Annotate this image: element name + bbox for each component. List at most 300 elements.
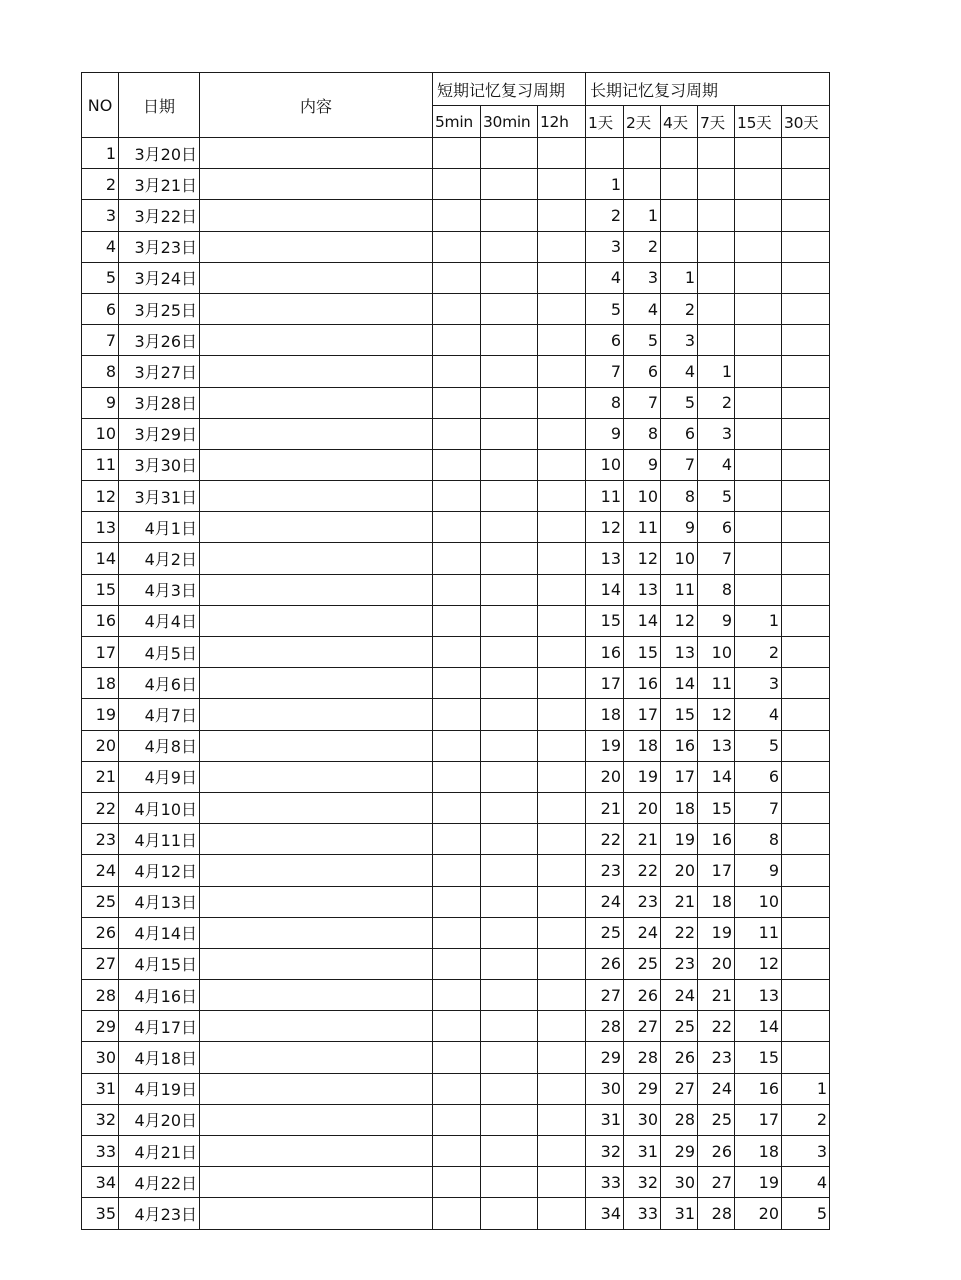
long-review-cell-1-day[interactable]: 1	[586, 169, 624, 200]
short-review-cell-30min[interactable]	[481, 761, 538, 792]
long-review-cell-2-day[interactable]: 19	[624, 761, 661, 792]
content-cell[interactable]	[200, 356, 433, 387]
short-review-cell-12h[interactable]	[538, 449, 586, 480]
long-review-cell-30-day[interactable]	[782, 574, 830, 605]
short-review-cell-5min[interactable]	[433, 169, 481, 200]
long-review-cell-2-day[interactable]: 24	[624, 917, 661, 948]
long-review-cell-4-day[interactable]: 22	[661, 917, 698, 948]
short-review-cell-5min[interactable]	[433, 418, 481, 449]
content-cell[interactable]	[200, 637, 433, 668]
long-review-cell-4-day[interactable]: 18	[661, 792, 698, 823]
long-review-cell-30-day[interactable]	[782, 293, 830, 324]
content-cell[interactable]	[200, 449, 433, 480]
content-cell[interactable]	[200, 418, 433, 449]
short-review-cell-30min[interactable]	[481, 574, 538, 605]
long-review-cell-30-day[interactable]: 5	[782, 1198, 830, 1229]
long-review-cell-1-day[interactable]: 33	[586, 1167, 624, 1198]
long-review-cell-30-day[interactable]	[782, 325, 830, 356]
long-review-cell-30-day[interactable]	[782, 543, 830, 574]
long-review-cell-30-day[interactable]	[782, 980, 830, 1011]
short-review-cell-12h[interactable]	[538, 418, 586, 449]
long-review-cell-30-day[interactable]	[782, 418, 830, 449]
short-review-cell-12h[interactable]	[538, 138, 586, 169]
short-review-cell-5min[interactable]	[433, 138, 481, 169]
long-review-cell-15-day[interactable]	[735, 138, 782, 169]
content-cell[interactable]	[200, 387, 433, 418]
content-cell[interactable]	[200, 1011, 433, 1042]
long-review-cell-4-day[interactable]: 15	[661, 699, 698, 730]
short-review-cell-30min[interactable]	[481, 605, 538, 636]
long-review-cell-15-day[interactable]	[735, 481, 782, 512]
short-review-cell-12h[interactable]	[538, 730, 586, 761]
long-review-cell-4-day[interactable]: 6	[661, 418, 698, 449]
content-cell[interactable]	[200, 824, 433, 855]
long-review-cell-30-day[interactable]: 2	[782, 1104, 830, 1135]
short-review-cell-30min[interactable]	[481, 512, 538, 543]
long-review-cell-15-day[interactable]: 9	[735, 855, 782, 886]
long-review-cell-30-day[interactable]	[782, 605, 830, 636]
long-review-cell-7-day[interactable]: 26	[698, 1136, 735, 1167]
long-review-cell-15-day[interactable]: 20	[735, 1198, 782, 1229]
long-review-cell-15-day[interactable]: 16	[735, 1073, 782, 1104]
short-review-cell-12h[interactable]	[538, 1011, 586, 1042]
long-review-cell-30-day[interactable]	[782, 481, 830, 512]
long-review-cell-2-day[interactable]: 31	[624, 1136, 661, 1167]
long-review-cell-15-day[interactable]: 15	[735, 1042, 782, 1073]
short-review-cell-12h[interactable]	[538, 387, 586, 418]
long-review-cell-4-day[interactable]	[661, 231, 698, 262]
content-cell[interactable]	[200, 917, 433, 948]
long-review-cell-1-day[interactable]: 14	[586, 574, 624, 605]
short-review-cell-12h[interactable]	[538, 668, 586, 699]
short-review-cell-30min[interactable]	[481, 668, 538, 699]
long-review-cell-15-day[interactable]: 4	[735, 699, 782, 730]
short-review-cell-5min[interactable]	[433, 293, 481, 324]
short-review-cell-30min[interactable]	[481, 1042, 538, 1073]
long-review-cell-15-day[interactable]	[735, 293, 782, 324]
long-review-cell-30-day[interactable]	[782, 699, 830, 730]
long-review-cell-2-day[interactable]: 4	[624, 293, 661, 324]
short-review-cell-12h[interactable]	[538, 481, 586, 512]
short-review-cell-30min[interactable]	[481, 231, 538, 262]
long-review-cell-2-day[interactable]: 25	[624, 948, 661, 979]
short-review-cell-12h[interactable]	[538, 855, 586, 886]
short-review-cell-5min[interactable]	[433, 1198, 481, 1229]
short-review-cell-5min[interactable]	[433, 512, 481, 543]
long-review-cell-4-day[interactable]: 2	[661, 293, 698, 324]
long-review-cell-2-day[interactable]: 6	[624, 356, 661, 387]
long-review-cell-15-day[interactable]	[735, 325, 782, 356]
long-review-cell-30-day[interactable]	[782, 948, 830, 979]
short-review-cell-12h[interactable]	[538, 637, 586, 668]
long-review-cell-1-day[interactable]: 13	[586, 543, 624, 574]
long-review-cell-30-day[interactable]	[782, 356, 830, 387]
long-review-cell-7-day[interactable]: 18	[698, 886, 735, 917]
short-review-cell-30min[interactable]	[481, 387, 538, 418]
long-review-cell-2-day[interactable]	[624, 169, 661, 200]
long-review-cell-1-day[interactable]: 12	[586, 512, 624, 543]
long-review-cell-30-day[interactable]	[782, 169, 830, 200]
long-review-cell-7-day[interactable]	[698, 138, 735, 169]
long-review-cell-7-day[interactable]: 8	[698, 574, 735, 605]
long-review-cell-7-day[interactable]: 16	[698, 824, 735, 855]
long-review-cell-30-day[interactable]	[782, 668, 830, 699]
short-review-cell-12h[interactable]	[538, 1042, 586, 1073]
long-review-cell-2-day[interactable]: 1	[624, 200, 661, 231]
content-cell[interactable]	[200, 1042, 433, 1073]
content-cell[interactable]	[200, 1073, 433, 1104]
long-review-cell-7-day[interactable]: 10	[698, 637, 735, 668]
short-review-cell-30min[interactable]	[481, 418, 538, 449]
long-review-cell-7-day[interactable]: 1	[698, 356, 735, 387]
long-review-cell-30-day[interactable]	[782, 1011, 830, 1042]
content-cell[interactable]	[200, 138, 433, 169]
long-review-cell-7-day[interactable]: 24	[698, 1073, 735, 1104]
content-cell[interactable]	[200, 668, 433, 699]
content-cell[interactable]	[200, 262, 433, 293]
long-review-cell-30-day[interactable]	[782, 730, 830, 761]
short-review-cell-30min[interactable]	[481, 262, 538, 293]
short-review-cell-30min[interactable]	[481, 917, 538, 948]
short-review-cell-5min[interactable]	[433, 605, 481, 636]
short-review-cell-12h[interactable]	[538, 605, 586, 636]
long-review-cell-15-day[interactable]: 19	[735, 1167, 782, 1198]
short-review-cell-5min[interactable]	[433, 1042, 481, 1073]
long-review-cell-30-day[interactable]	[782, 886, 830, 917]
long-review-cell-2-day[interactable]: 5	[624, 325, 661, 356]
short-review-cell-30min[interactable]	[481, 356, 538, 387]
short-review-cell-5min[interactable]	[433, 824, 481, 855]
short-review-cell-5min[interactable]	[433, 792, 481, 823]
short-review-cell-30min[interactable]	[481, 730, 538, 761]
long-review-cell-30-day[interactable]	[782, 449, 830, 480]
short-review-cell-12h[interactable]	[538, 761, 586, 792]
short-review-cell-5min[interactable]	[433, 200, 481, 231]
long-review-cell-2-day[interactable]: 15	[624, 637, 661, 668]
content-cell[interactable]	[200, 1136, 433, 1167]
long-review-cell-1-day[interactable]: 24	[586, 886, 624, 917]
short-review-cell-12h[interactable]	[538, 1167, 586, 1198]
long-review-cell-7-day[interactable]	[698, 293, 735, 324]
short-review-cell-5min[interactable]	[433, 387, 481, 418]
long-review-cell-4-day[interactable]: 1	[661, 262, 698, 293]
short-review-cell-12h[interactable]	[538, 231, 586, 262]
long-review-cell-7-day[interactable]	[698, 169, 735, 200]
content-cell[interactable]	[200, 325, 433, 356]
long-review-cell-7-day[interactable]	[698, 200, 735, 231]
short-review-cell-5min[interactable]	[433, 481, 481, 512]
content-cell[interactable]	[200, 699, 433, 730]
content-cell[interactable]	[200, 730, 433, 761]
short-review-cell-5min[interactable]	[433, 730, 481, 761]
short-review-cell-30min[interactable]	[481, 1198, 538, 1229]
short-review-cell-12h[interactable]	[538, 948, 586, 979]
content-cell[interactable]	[200, 169, 433, 200]
short-review-cell-12h[interactable]	[538, 574, 586, 605]
content-cell[interactable]	[200, 1104, 433, 1135]
long-review-cell-7-day[interactable]: 20	[698, 948, 735, 979]
long-review-cell-4-day[interactable]: 21	[661, 886, 698, 917]
short-review-cell-5min[interactable]	[433, 543, 481, 574]
short-review-cell-30min[interactable]	[481, 1073, 538, 1104]
long-review-cell-15-day[interactable]: 3	[735, 668, 782, 699]
long-review-cell-1-day[interactable]: 23	[586, 855, 624, 886]
long-review-cell-7-day[interactable]: 7	[698, 543, 735, 574]
long-review-cell-7-day[interactable]: 19	[698, 917, 735, 948]
long-review-cell-4-day[interactable]: 23	[661, 948, 698, 979]
content-cell[interactable]	[200, 512, 433, 543]
long-review-cell-2-day[interactable]: 13	[624, 574, 661, 605]
long-review-cell-7-day[interactable]: 17	[698, 855, 735, 886]
long-review-cell-4-day[interactable]: 3	[661, 325, 698, 356]
long-review-cell-30-day[interactable]	[782, 512, 830, 543]
long-review-cell-4-day[interactable]: 7	[661, 449, 698, 480]
long-review-cell-2-day[interactable]: 8	[624, 418, 661, 449]
long-review-cell-7-day[interactable]: 2	[698, 387, 735, 418]
long-review-cell-2-day[interactable]: 26	[624, 980, 661, 1011]
content-cell[interactable]	[200, 792, 433, 823]
long-review-cell-4-day[interactable]	[661, 200, 698, 231]
long-review-cell-1-day[interactable]: 3	[586, 231, 624, 262]
short-review-cell-12h[interactable]	[538, 1073, 586, 1104]
long-review-cell-30-day[interactable]: 4	[782, 1167, 830, 1198]
long-review-cell-4-day[interactable]: 4	[661, 356, 698, 387]
short-review-cell-5min[interactable]	[433, 668, 481, 699]
long-review-cell-15-day[interactable]: 13	[735, 980, 782, 1011]
short-review-cell-5min[interactable]	[433, 356, 481, 387]
long-review-cell-1-day[interactable]: 9	[586, 418, 624, 449]
short-review-cell-5min[interactable]	[433, 1073, 481, 1104]
long-review-cell-15-day[interactable]	[735, 574, 782, 605]
long-review-cell-30-day[interactable]	[782, 387, 830, 418]
long-review-cell-7-day[interactable]: 15	[698, 792, 735, 823]
short-review-cell-30min[interactable]	[481, 169, 538, 200]
long-review-cell-15-day[interactable]: 14	[735, 1011, 782, 1042]
long-review-cell-15-day[interactable]	[735, 231, 782, 262]
long-review-cell-4-day[interactable]: 8	[661, 481, 698, 512]
long-review-cell-2-day[interactable]: 21	[624, 824, 661, 855]
long-review-cell-4-day[interactable]: 19	[661, 824, 698, 855]
long-review-cell-1-day[interactable]: 15	[586, 605, 624, 636]
long-review-cell-2-day[interactable]: 7	[624, 387, 661, 418]
short-review-cell-30min[interactable]	[481, 449, 538, 480]
long-review-cell-30-day[interactable]	[782, 138, 830, 169]
short-review-cell-5min[interactable]	[433, 886, 481, 917]
long-review-cell-7-day[interactable]: 23	[698, 1042, 735, 1073]
long-review-cell-15-day[interactable]: 5	[735, 730, 782, 761]
long-review-cell-4-day[interactable]: 26	[661, 1042, 698, 1073]
long-review-cell-15-day[interactable]: 10	[735, 886, 782, 917]
long-review-cell-7-day[interactable]: 25	[698, 1104, 735, 1135]
long-review-cell-2-day[interactable]: 11	[624, 512, 661, 543]
content-cell[interactable]	[200, 1167, 433, 1198]
long-review-cell-15-day[interactable]: 6	[735, 761, 782, 792]
long-review-cell-1-day[interactable]	[586, 138, 624, 169]
long-review-cell-1-day[interactable]: 8	[586, 387, 624, 418]
content-cell[interactable]	[200, 886, 433, 917]
long-review-cell-30-day[interactable]	[782, 200, 830, 231]
long-review-cell-1-day[interactable]: 4	[586, 262, 624, 293]
long-review-cell-2-day[interactable]: 32	[624, 1167, 661, 1198]
short-review-cell-12h[interactable]	[538, 917, 586, 948]
long-review-cell-2-day[interactable]: 10	[624, 481, 661, 512]
long-review-cell-7-day[interactable]: 11	[698, 668, 735, 699]
short-review-cell-5min[interactable]	[433, 231, 481, 262]
long-review-cell-7-day[interactable]: 22	[698, 1011, 735, 1042]
long-review-cell-2-day[interactable]: 28	[624, 1042, 661, 1073]
long-review-cell-1-day[interactable]: 2	[586, 200, 624, 231]
long-review-cell-1-day[interactable]: 10	[586, 449, 624, 480]
short-review-cell-30min[interactable]	[481, 855, 538, 886]
short-review-cell-5min[interactable]	[433, 1136, 481, 1167]
short-review-cell-12h[interactable]	[538, 169, 586, 200]
long-review-cell-30-day[interactable]: 3	[782, 1136, 830, 1167]
long-review-cell-2-day[interactable]: 18	[624, 730, 661, 761]
short-review-cell-5min[interactable]	[433, 262, 481, 293]
long-review-cell-1-day[interactable]: 28	[586, 1011, 624, 1042]
long-review-cell-4-day[interactable]: 20	[661, 855, 698, 886]
short-review-cell-5min[interactable]	[433, 948, 481, 979]
long-review-cell-7-day[interactable]	[698, 262, 735, 293]
long-review-cell-30-day[interactable]	[782, 855, 830, 886]
long-review-cell-4-day[interactable]: 10	[661, 543, 698, 574]
long-review-cell-4-day[interactable]: 30	[661, 1167, 698, 1198]
long-review-cell-15-day[interactable]: 17	[735, 1104, 782, 1135]
long-review-cell-15-day[interactable]	[735, 169, 782, 200]
long-review-cell-30-day[interactable]	[782, 792, 830, 823]
long-review-cell-1-day[interactable]: 21	[586, 792, 624, 823]
short-review-cell-5min[interactable]	[433, 699, 481, 730]
long-review-cell-1-day[interactable]: 30	[586, 1073, 624, 1104]
long-review-cell-4-day[interactable]: 5	[661, 387, 698, 418]
long-review-cell-7-day[interactable]: 12	[698, 699, 735, 730]
short-review-cell-5min[interactable]	[433, 1167, 481, 1198]
long-review-cell-15-day[interactable]	[735, 200, 782, 231]
short-review-cell-30min[interactable]	[481, 293, 538, 324]
short-review-cell-12h[interactable]	[538, 356, 586, 387]
short-review-cell-5min[interactable]	[433, 1011, 481, 1042]
long-review-cell-1-day[interactable]: 31	[586, 1104, 624, 1135]
long-review-cell-1-day[interactable]: 34	[586, 1198, 624, 1229]
content-cell[interactable]	[200, 200, 433, 231]
long-review-cell-15-day[interactable]: 18	[735, 1136, 782, 1167]
long-review-cell-2-day[interactable]: 3	[624, 262, 661, 293]
long-review-cell-2-day[interactable]: 12	[624, 543, 661, 574]
long-review-cell-15-day[interactable]	[735, 418, 782, 449]
short-review-cell-5min[interactable]	[433, 574, 481, 605]
content-cell[interactable]	[200, 855, 433, 886]
content-cell[interactable]	[200, 481, 433, 512]
long-review-cell-15-day[interactable]: 8	[735, 824, 782, 855]
long-review-cell-30-day[interactable]	[782, 824, 830, 855]
short-review-cell-12h[interactable]	[538, 792, 586, 823]
long-review-cell-4-day[interactable]: 17	[661, 761, 698, 792]
short-review-cell-30min[interactable]	[481, 886, 538, 917]
short-review-cell-12h[interactable]	[538, 293, 586, 324]
long-review-cell-30-day[interactable]	[782, 761, 830, 792]
long-review-cell-15-day[interactable]: 1	[735, 605, 782, 636]
short-review-cell-12h[interactable]	[538, 543, 586, 574]
short-review-cell-5min[interactable]	[433, 980, 481, 1011]
short-review-cell-5min[interactable]	[433, 761, 481, 792]
short-review-cell-5min[interactable]	[433, 855, 481, 886]
long-review-cell-1-day[interactable]: 5	[586, 293, 624, 324]
long-review-cell-7-day[interactable]: 14	[698, 761, 735, 792]
long-review-cell-15-day[interactable]: 12	[735, 948, 782, 979]
short-review-cell-30min[interactable]	[481, 637, 538, 668]
long-review-cell-1-day[interactable]: 26	[586, 948, 624, 979]
short-review-cell-30min[interactable]	[481, 1167, 538, 1198]
short-review-cell-30min[interactable]	[481, 325, 538, 356]
long-review-cell-1-day[interactable]: 20	[586, 761, 624, 792]
short-review-cell-30min[interactable]	[481, 980, 538, 1011]
long-review-cell-1-day[interactable]: 22	[586, 824, 624, 855]
long-review-cell-4-day[interactable]: 16	[661, 730, 698, 761]
long-review-cell-2-day[interactable]: 23	[624, 886, 661, 917]
long-review-cell-1-day[interactable]: 27	[586, 980, 624, 1011]
short-review-cell-30min[interactable]	[481, 948, 538, 979]
long-review-cell-7-day[interactable]: 5	[698, 481, 735, 512]
long-review-cell-15-day[interactable]: 11	[735, 917, 782, 948]
long-review-cell-7-day[interactable]: 28	[698, 1198, 735, 1229]
content-cell[interactable]	[200, 761, 433, 792]
content-cell[interactable]	[200, 231, 433, 262]
long-review-cell-4-day[interactable]	[661, 169, 698, 200]
long-review-cell-7-day[interactable]: 4	[698, 449, 735, 480]
long-review-cell-30-day[interactable]	[782, 637, 830, 668]
long-review-cell-30-day[interactable]	[782, 262, 830, 293]
long-review-cell-4-day[interactable]: 13	[661, 637, 698, 668]
long-review-cell-1-day[interactable]: 29	[586, 1042, 624, 1073]
long-review-cell-4-day[interactable]: 27	[661, 1073, 698, 1104]
short-review-cell-5min[interactable]	[433, 917, 481, 948]
long-review-cell-15-day[interactable]: 2	[735, 637, 782, 668]
short-review-cell-12h[interactable]	[538, 512, 586, 543]
short-review-cell-30min[interactable]	[481, 138, 538, 169]
long-review-cell-2-day[interactable]: 17	[624, 699, 661, 730]
long-review-cell-7-day[interactable]: 3	[698, 418, 735, 449]
long-review-cell-2-day[interactable]: 22	[624, 855, 661, 886]
long-review-cell-2-day[interactable]: 2	[624, 231, 661, 262]
long-review-cell-7-day[interactable]	[698, 231, 735, 262]
long-review-cell-4-day[interactable]: 25	[661, 1011, 698, 1042]
long-review-cell-2-day[interactable]: 27	[624, 1011, 661, 1042]
long-review-cell-2-day[interactable]	[624, 138, 661, 169]
long-review-cell-30-day[interactable]	[782, 231, 830, 262]
long-review-cell-2-day[interactable]: 14	[624, 605, 661, 636]
short-review-cell-30min[interactable]	[481, 543, 538, 574]
short-review-cell-30min[interactable]	[481, 1136, 538, 1167]
short-review-cell-12h[interactable]	[538, 262, 586, 293]
long-review-cell-7-day[interactable]: 6	[698, 512, 735, 543]
long-review-cell-15-day[interactable]: 7	[735, 792, 782, 823]
long-review-cell-7-day[interactable]: 21	[698, 980, 735, 1011]
long-review-cell-15-day[interactable]	[735, 356, 782, 387]
long-review-cell-30-day[interactable]	[782, 1042, 830, 1073]
long-review-cell-2-day[interactable]: 20	[624, 792, 661, 823]
long-review-cell-4-day[interactable]: 12	[661, 605, 698, 636]
long-review-cell-4-day[interactable]: 14	[661, 668, 698, 699]
content-cell[interactable]	[200, 980, 433, 1011]
long-review-cell-30-day[interactable]: 1	[782, 1073, 830, 1104]
content-cell[interactable]	[200, 948, 433, 979]
long-review-cell-1-day[interactable]: 16	[586, 637, 624, 668]
long-review-cell-2-day[interactable]: 30	[624, 1104, 661, 1135]
content-cell[interactable]	[200, 293, 433, 324]
long-review-cell-1-day[interactable]: 11	[586, 481, 624, 512]
long-review-cell-1-day[interactable]: 6	[586, 325, 624, 356]
short-review-cell-30min[interactable]	[481, 481, 538, 512]
